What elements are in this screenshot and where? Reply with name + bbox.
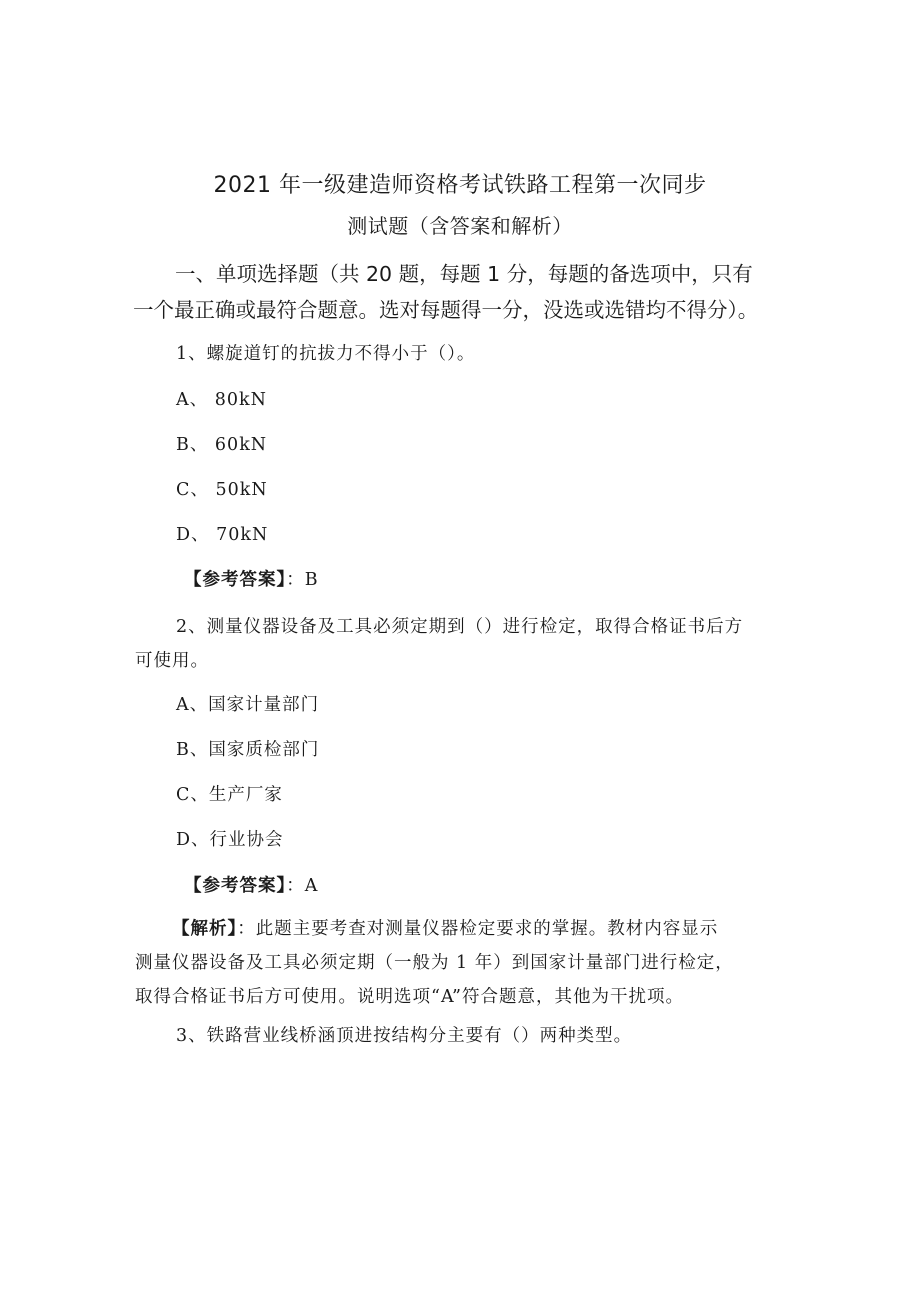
question-1-option-c: C、 50kN	[176, 480, 268, 500]
answer-value: ：A	[286, 876, 319, 896]
question-1-option-b: B、 60kN	[176, 435, 268, 455]
answer-label: 【参考答案】	[184, 570, 287, 590]
question-1-answer	[184, 566, 319, 591]
question-3-stem: 3、铁路营业线桥涵顶进按结构分主要有（）两种类型。	[176, 1026, 633, 1046]
answer-label: 【参考答案】	[184, 876, 287, 896]
question-2-option-c: C、生产厂家	[176, 785, 283, 805]
question-2-option-d: D、行业协会	[176, 830, 284, 850]
question-2-option-b: B、国家质检部门	[176, 740, 320, 760]
question-2-stem-line1: 2、测量仪器设备及工具必须定期到（）进行检定，取得合格证书后方	[176, 617, 744, 637]
analysis-text: ：此题主要考查对测量仪器检定要求的掌握。教材内容显示	[237, 919, 719, 939]
question-2-option-a: A、国家计量部门	[176, 695, 320, 715]
document-title-line1: 2021 年一级建造师资格考试铁路工程第一次同步	[213, 173, 707, 198]
section-heading	[133, 256, 793, 328]
question-1-stem: 1、螺旋道钉的抗拔力不得小于（）。	[176, 344, 476, 364]
question-2-analysis-line3: 取得合格证书后方可使用。说明选项“A”符合题意，其他为干扰项。	[135, 987, 684, 1007]
section-heading-line1: 一、单项选择题（共 20 题，每题 1 分，每题的备选项中，只有	[175, 262, 753, 286]
section-heading-line2: 一个最正确或最符合题意。选对每题得一分，没选或选错均不得分）。	[133, 298, 759, 322]
document-title-line2: 测试题（含答案和解析）	[347, 214, 573, 238]
answer-value: ：B	[286, 570, 319, 590]
question-1-option-a: A、 80kN	[176, 390, 267, 410]
analysis-label: 【解析】	[172, 919, 238, 939]
question-2-stem-line2: 可使用。	[135, 651, 209, 671]
question-2-answer	[184, 872, 318, 897]
question-2-analysis-line2: 测量仪器设备及工具必须定期（一般为 1 年）到国家计量部门进行检定，	[135, 953, 734, 973]
question-1-option-d: D、 70kN	[176, 525, 269, 545]
question-2-analysis-line1	[172, 915, 718, 940]
